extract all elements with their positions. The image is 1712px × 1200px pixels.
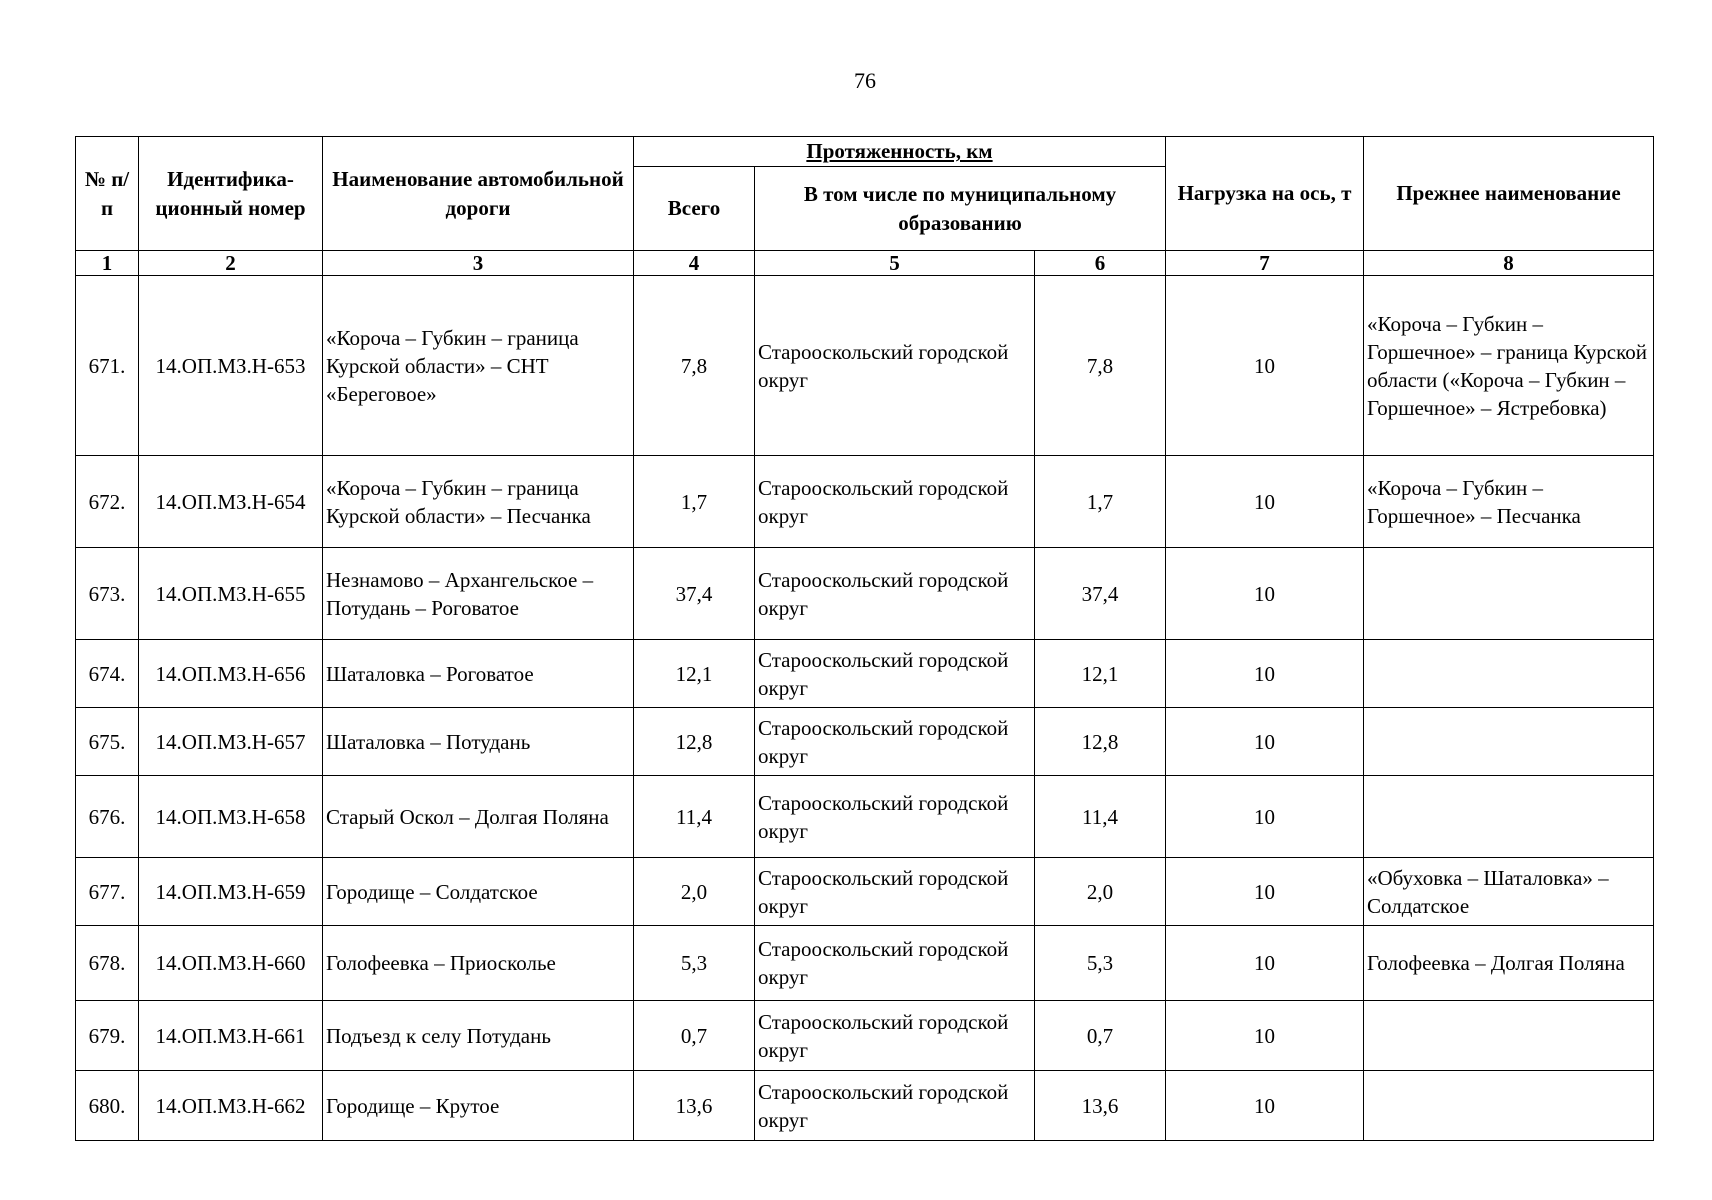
previous-name: «Обуховка – Шаталовка» – Солдатское xyxy=(1364,858,1654,926)
length-total: 11,4 xyxy=(634,776,755,858)
length-total: 0,7 xyxy=(634,1001,755,1071)
row-number: 674. xyxy=(76,640,139,708)
road-name: Шаталовка – Потудань xyxy=(323,708,634,776)
road-name: «Короча – Губкин – граница Курской области» – СНТ «Береговое» xyxy=(323,276,634,456)
col-number-5: 5 xyxy=(755,251,1035,276)
row-number: 675. xyxy=(76,708,139,776)
municipality: Старооскольский городской округ xyxy=(755,1001,1035,1071)
road-id: 14.ОП.МЗ.Н-662 xyxy=(139,1071,323,1141)
previous-name: «Короча – Губкин – Горшечное» – Песчанка xyxy=(1364,456,1654,548)
row-number: 677. xyxy=(76,858,139,926)
municipality: Старооскольский городской округ xyxy=(755,776,1035,858)
axle-load: 10 xyxy=(1166,708,1364,776)
row-number: 679. xyxy=(76,1001,139,1071)
length-municipality: 0,7 xyxy=(1035,1001,1166,1071)
road-id: 14.ОП.МЗ.Н-657 xyxy=(139,708,323,776)
road-name: Подъезд к селу Потудань xyxy=(323,1001,634,1071)
header-incl: В том числе по муниципальному образованию xyxy=(755,167,1166,251)
municipality: Старооскольский городской округ xyxy=(755,640,1035,708)
header-id: Идентифика-ционный номер xyxy=(139,137,323,251)
table-row xyxy=(76,1001,1654,1071)
axle-load: 10 xyxy=(1166,548,1364,640)
road-name: «Короча – Губкин – граница Курской области» – Песчанка xyxy=(323,456,634,548)
page-number: 76 xyxy=(854,68,876,93)
col-number-2: 2 xyxy=(139,251,323,276)
road-name: Городище – Солдатское xyxy=(323,858,634,926)
header-load: Нагрузка на ось, т xyxy=(1166,137,1364,251)
length-total: 5,3 xyxy=(634,926,755,1001)
road-name: Старый Оскол – Долгая Поляна xyxy=(323,776,634,858)
previous-name: Голофеевка – Долгая Поляна xyxy=(1364,926,1654,1001)
row-number: 680. xyxy=(76,1071,139,1141)
previous-name xyxy=(1364,548,1654,640)
col-number-4: 4 xyxy=(634,251,755,276)
length-total: 37,4 xyxy=(634,548,755,640)
table-row xyxy=(76,926,1654,1001)
length-total: 12,1 xyxy=(634,640,755,708)
length-municipality: 2,0 xyxy=(1035,858,1166,926)
road-id: 14.ОП.МЗ.Н-658 xyxy=(139,776,323,858)
road-id: 14.ОП.МЗ.Н-659 xyxy=(139,858,323,926)
municipality: Старооскольский городской округ xyxy=(755,858,1035,926)
length-municipality: 12,8 xyxy=(1035,708,1166,776)
previous-name xyxy=(1364,776,1654,858)
municipality: Старооскольский городской округ xyxy=(755,708,1035,776)
road-name: Незнамово – Архангельское – Потудань – Роговатое xyxy=(323,548,634,640)
road-id: 14.ОП.МЗ.Н-656 xyxy=(139,640,323,708)
axle-load: 10 xyxy=(1166,1001,1364,1071)
row-number: 676. xyxy=(76,776,139,858)
header-prev: Прежнее наименование xyxy=(1364,137,1654,251)
municipality: Старооскольский городской округ xyxy=(755,1071,1035,1141)
table-row xyxy=(76,1071,1654,1141)
road-name: Голофеевка – Приосколье xyxy=(323,926,634,1001)
length-total: 12,8 xyxy=(634,708,755,776)
axle-load: 10 xyxy=(1166,276,1364,456)
length-total: 13,6 xyxy=(634,1071,755,1141)
road-id: 14.ОП.МЗ.Н-655 xyxy=(139,548,323,640)
length-municipality: 11,4 xyxy=(1035,776,1166,858)
previous-name xyxy=(1364,1071,1654,1141)
col-number-6: 6 xyxy=(1035,251,1166,276)
previous-name xyxy=(1364,708,1654,776)
municipality: Старооскольский городской округ xyxy=(755,276,1035,456)
col-number-8: 8 xyxy=(1364,251,1654,276)
road-id: 14.ОП.МЗ.Н-661 xyxy=(139,1001,323,1071)
row-number: 672. xyxy=(76,456,139,548)
axle-load: 10 xyxy=(1166,858,1364,926)
axle-load: 10 xyxy=(1166,926,1364,1001)
road-name: Шаталовка – Роговатое xyxy=(323,640,634,708)
road-id: 14.ОП.МЗ.Н-660 xyxy=(139,926,323,1001)
table-row xyxy=(76,456,1654,548)
header-name: Наименование автомобильной дороги xyxy=(323,137,634,251)
municipality: Старооскольский городской округ xyxy=(755,926,1035,1001)
municipality: Старооскольский городской округ xyxy=(755,456,1035,548)
header-total: Всего xyxy=(634,167,755,251)
length-municipality: 5,3 xyxy=(1035,926,1166,1001)
municipality: Старооскольский городской округ xyxy=(755,548,1035,640)
row-number: 671. xyxy=(76,276,139,456)
length-municipality: 13,6 xyxy=(1035,1071,1166,1141)
table-row xyxy=(76,858,1654,926)
table-row xyxy=(76,776,1654,858)
table-row xyxy=(76,548,1654,640)
axle-load: 10 xyxy=(1166,456,1364,548)
previous-name: «Короча – Губкин – Горшечное» – граница Курской области («Короча – Губкин – Горшечное» – Ястребовка) xyxy=(1364,276,1654,456)
road-name: Городище – Крутое xyxy=(323,1071,634,1141)
header-num: № п/п xyxy=(76,137,139,251)
table-row xyxy=(76,276,1654,456)
axle-load: 10 xyxy=(1166,640,1364,708)
roads-table xyxy=(75,136,1654,1141)
header-length: Протяженность, км xyxy=(634,137,1166,167)
length-municipality: 37,4 xyxy=(1035,548,1166,640)
table-row xyxy=(76,640,1654,708)
length-total: 2,0 xyxy=(634,858,755,926)
length-municipality: 1,7 xyxy=(1035,456,1166,548)
col-number-7: 7 xyxy=(1166,251,1364,276)
axle-load: 10 xyxy=(1166,1071,1364,1141)
road-id: 14.ОП.МЗ.Н-653 xyxy=(139,276,323,456)
table-row xyxy=(76,708,1654,776)
length-total: 1,7 xyxy=(634,456,755,548)
previous-name xyxy=(1364,1001,1654,1071)
length-total: 7,8 xyxy=(634,276,755,456)
axle-load: 10 xyxy=(1166,776,1364,858)
road-id: 14.ОП.МЗ.Н-654 xyxy=(139,456,323,548)
length-municipality: 7,8 xyxy=(1035,276,1166,456)
previous-name xyxy=(1364,640,1654,708)
row-number: 673. xyxy=(76,548,139,640)
length-municipality: 12,1 xyxy=(1035,640,1166,708)
row-number: 678. xyxy=(76,926,139,1001)
col-number-1: 1 xyxy=(76,251,139,276)
col-number-3: 3 xyxy=(323,251,634,276)
